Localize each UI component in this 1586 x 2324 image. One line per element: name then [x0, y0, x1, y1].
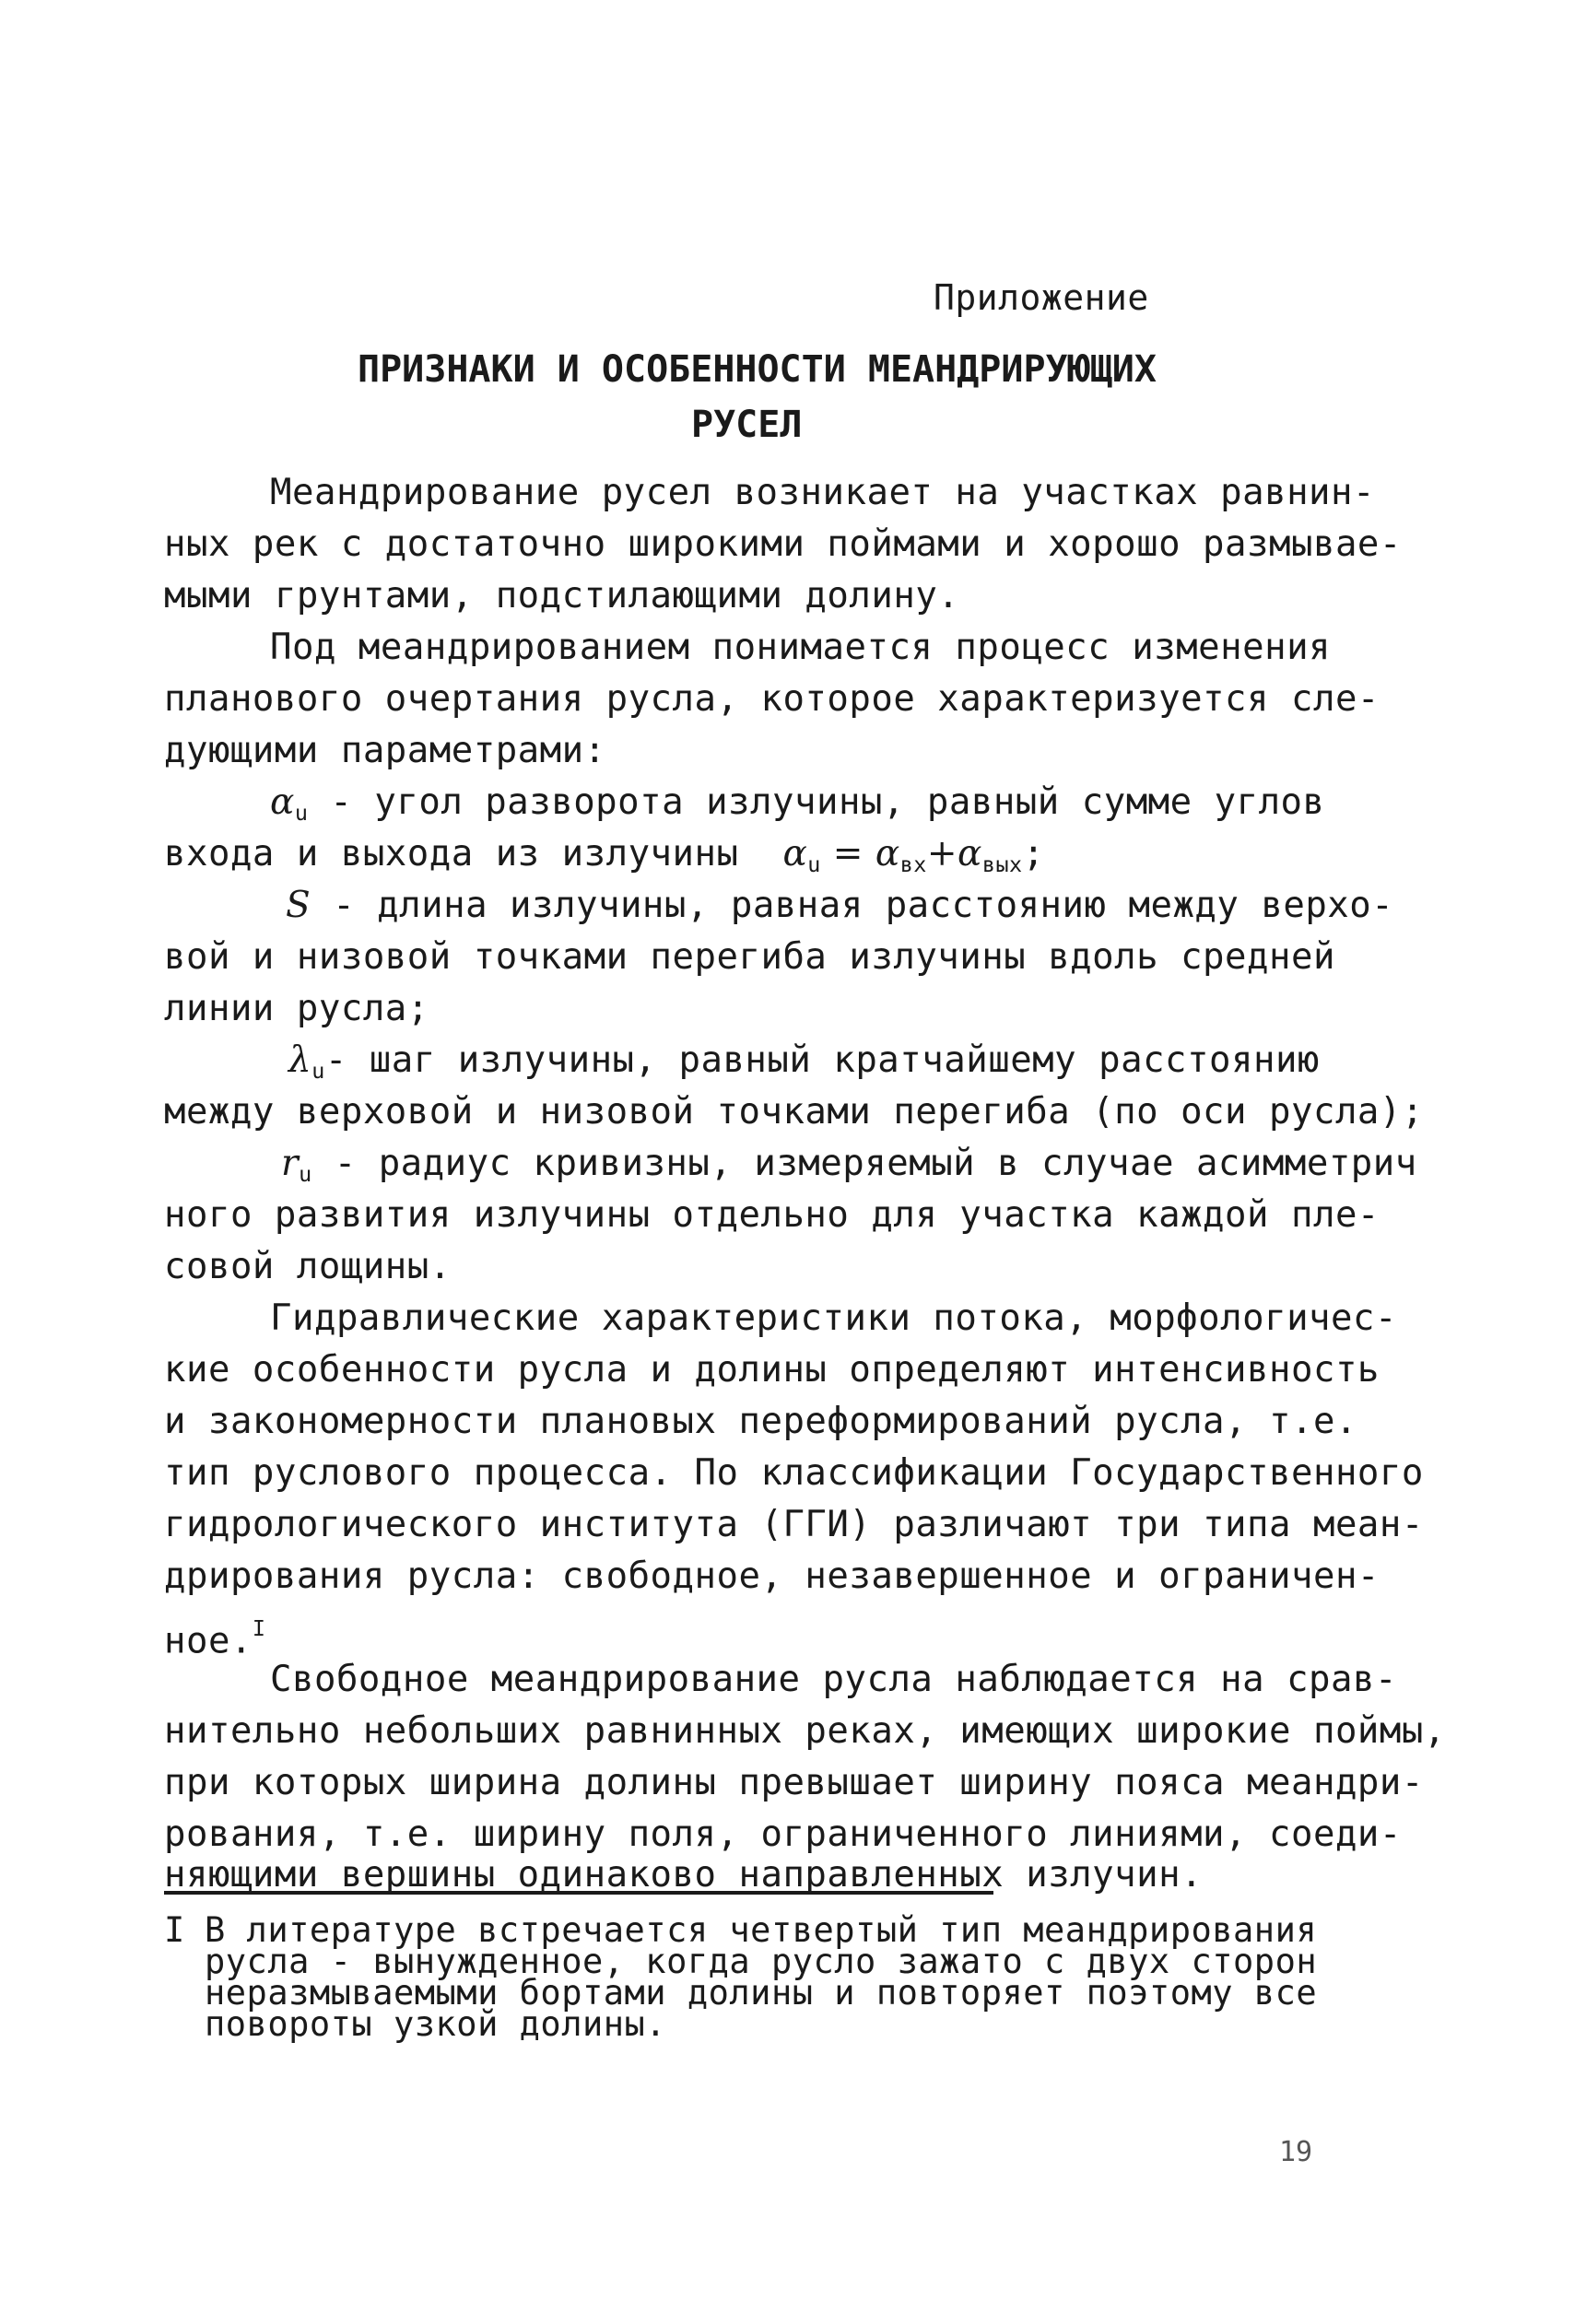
footnote-line: русла - вынужденное, когда русло зажато с двух сторон: [205, 1942, 1318, 1981]
title-line-2: РУСЕЛ: [691, 404, 803, 446]
paragraph-3-line: кие особенности русла и долины определяют интенсивность: [164, 1349, 1380, 1391]
alpha-subscript: u: [294, 800, 309, 827]
s-definition-line: [286, 885, 1393, 927]
page-number: 19: [1279, 2136, 1313, 2168]
alpha-symbol: α: [270, 781, 295, 823]
paragraph-2-line: дующими параметрами:: [164, 730, 606, 771]
paragraph-1-line: Меандрирование русел возникает на участках равнин-: [270, 472, 1375, 513]
r-symbol: r: [281, 1143, 300, 1184]
lambda-definition-line: [288, 1039, 1320, 1092]
r-text: - радиус кривизны, измеряемый в случае асимметрич: [311, 1143, 1417, 1184]
formula-equals: = α: [820, 833, 900, 874]
paragraph-1-line: мыми грунтами, подстилающими долину.: [164, 575, 960, 616]
formula-sub-u: u: [807, 851, 821, 878]
lambda-text: - шаг излучины, равный кратчайшему расстоянию: [324, 1039, 1320, 1081]
footnote-reference: I: [252, 1615, 266, 1641]
alpha-definition-line: [270, 781, 1325, 834]
formula-plus: +α: [926, 833, 982, 874]
r-definition-line: [281, 1143, 1417, 1195]
paragraph-3-line: тип руслового процесса. По классификации Государственного: [164, 1452, 1424, 1494]
paragraph-1-line: ных рек с достаточно широкими поймами и хорошо размывае-: [164, 523, 1402, 565]
lambda-symbol: λ: [288, 1039, 312, 1081]
s-symbol: S: [286, 885, 311, 926]
paragraph-2-line: Под меандрированием понимается процесс изменения: [270, 627, 1332, 668]
alpha-text-2: входа и выхода из излучины: [164, 833, 783, 874]
paragraph-3-text: ное.: [164, 1620, 253, 1662]
footnote-line: неразмываемыми бортами долины и повторяет поэтому все: [205, 1973, 1318, 2013]
paragraph-3-line: Гидравлические характеристики потока, морфологичес-: [270, 1297, 1397, 1339]
appendix-label: Приложение: [934, 277, 1149, 318]
r-subscript: u: [299, 1161, 312, 1188]
r-definition-line: совой лощины.: [164, 1246, 452, 1287]
paragraph-2-line: планового очертания русла, которое характеризуется сле-: [164, 678, 1380, 720]
paragraph-3-line: гидрологического института (ГГИ) различают три типа меан-: [164, 1504, 1424, 1545]
paragraph-3-last-line: [164, 1607, 266, 1663]
s-definition-line: линии русла;: [164, 988, 429, 1029]
paragraph-4-line: при которых ширина долины превышает ширину пояса меандри-: [164, 1762, 1424, 1803]
formula-sub-out: вых: [981, 851, 1023, 878]
alpha-formula-line: [164, 833, 1045, 886]
paragraph-4-line: Свободное меандрирование русла наблюдается на срав-: [270, 1659, 1397, 1700]
footnote-line: В литературе встречается четвертый тип меандрирования: [205, 1910, 1318, 1950]
formula-sub-in: вх: [899, 851, 927, 878]
paragraph-4-line: няющими вершины одинаково направленных излучин.: [164, 1854, 1204, 1896]
paragraph-3-line: и закономерности плановых переформирований русла, т.е.: [164, 1401, 1357, 1442]
paragraph-4-line: нительно небольших равнинных реках, имеющих широкие поймы,: [164, 1710, 1446, 1752]
lambda-definition-line: между верховой и низовой точками перегиба (по оси русла);: [164, 1091, 1424, 1133]
s-definition-line: вой и низовой точками перегиба излучины вдоль средней: [164, 936, 1335, 978]
lambda-subscript: u: [311, 1058, 325, 1085]
formula-end: ;: [1022, 833, 1045, 874]
footnote-line: повороты узкой долины.: [205, 2004, 667, 2044]
formula-alpha: α: [782, 833, 808, 874]
s-text: - длина излучины, равная расстоянию между верхо-: [311, 885, 1394, 926]
paragraph-3-line: дрирования русла: свободное, незавершенное и ограничен-: [164, 1555, 1380, 1597]
footnote-separator: [164, 1891, 993, 1895]
alpha-text: - угол разворота излучины, равный сумме углов: [308, 781, 1325, 823]
title-line-1: ПРИЗНАКИ И ОСОБЕННОСТИ МЕАНДРИРУЮЩИХ: [358, 348, 1157, 391]
r-definition-line: ного развития излучины отдельно для участка каждой пле-: [164, 1194, 1380, 1236]
footnote-mark: I: [164, 1910, 185, 1950]
paragraph-4-line: рования, т.е. ширину поля, ограниченного линиями, соеди-: [164, 1813, 1402, 1855]
